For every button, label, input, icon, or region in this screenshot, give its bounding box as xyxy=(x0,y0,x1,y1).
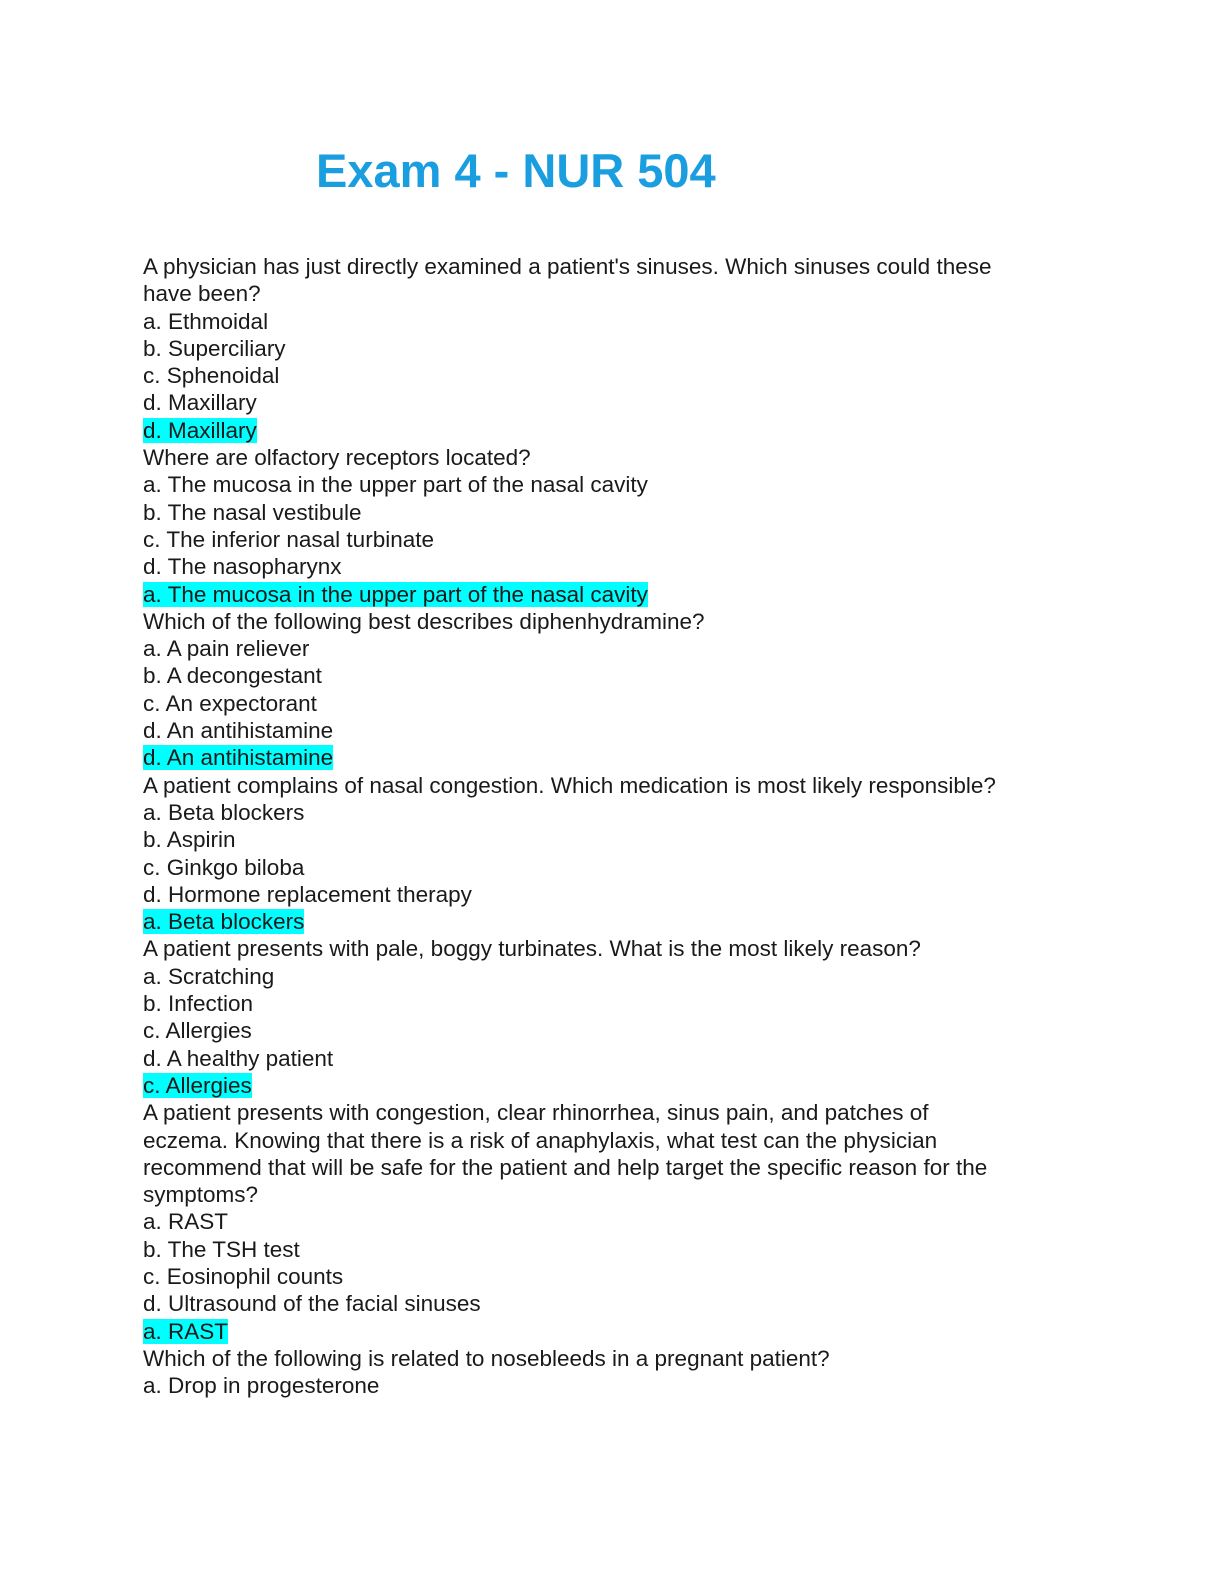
question-text-line: Which of the following best describes diphenhydramine? xyxy=(143,608,705,634)
question-text-line: A patient presents with pale, boggy turbinates. What is the most likely reason? xyxy=(143,936,921,962)
question-block xyxy=(143,772,1073,936)
answer-text: d. Maxillary xyxy=(143,417,257,443)
question-text-line: Where are olfactory receptors located? xyxy=(143,445,531,471)
question-text-line: A physician has just directly examined a patient's sinuses. Which sinuses could these xyxy=(143,254,992,279)
answer-text: a. RAST xyxy=(143,1318,229,1344)
question-block xyxy=(143,444,1073,608)
question-text-line: Which of the following is related to nosebleeds in a pregnant patient? xyxy=(143,1345,830,1371)
question-block xyxy=(143,1099,1073,1345)
option-c: c. Allergies xyxy=(143,1018,252,1044)
option-d: d. An antihistamine xyxy=(143,718,334,744)
question-text-line: A patient presents with congestion, clear rhinorrhea, sinus pain, and patches of xyxy=(143,1100,929,1126)
option-a: a. RAST xyxy=(143,1209,229,1235)
option-c: c. Sphenoidal xyxy=(143,363,280,389)
question-list xyxy=(143,253,1073,1399)
answer-text: c. Allergies xyxy=(143,1072,252,1098)
option-b: b. The TSH test xyxy=(143,1236,300,1262)
question-text-line: symptoms? xyxy=(143,1182,259,1208)
option-d: d. Ultrasound of the facial sinuses xyxy=(143,1291,481,1317)
option-a: a. Scratching xyxy=(143,963,275,989)
highlighted-answer xyxy=(143,417,1073,444)
option-b: b. Infection xyxy=(143,991,254,1017)
option-d: d. The nasopharynx xyxy=(143,554,342,580)
highlighted-answer xyxy=(143,581,1073,608)
option-a: a. The mucosa in the upper part of the nasal cavity xyxy=(143,472,648,498)
option-b: b. A decongestant xyxy=(143,663,322,689)
question-block xyxy=(143,1345,1073,1400)
option-c: c. An expectorant xyxy=(143,690,317,716)
document-title: Exam 4 - NUR 504 xyxy=(316,144,716,197)
question-block xyxy=(143,608,1073,772)
option-d: d. Hormone replacement therapy xyxy=(143,881,472,907)
question-text-line: eczema. Knowing that there is a risk of anaphylaxis, what test can the physician xyxy=(143,1127,938,1153)
option-a: a. A pain reliever xyxy=(143,636,310,662)
highlighted-answer xyxy=(143,1318,1073,1345)
answer-text: a. Beta blockers xyxy=(143,909,305,935)
option-b: b. The nasal vestibule xyxy=(143,499,362,525)
answer-text: d. An antihistamine xyxy=(143,745,334,771)
option-a: a. Drop in progesterone xyxy=(143,1373,380,1399)
highlighted-answer xyxy=(143,908,1073,935)
option-b: b. Aspirin xyxy=(143,827,236,853)
option-c: c. The inferior nasal turbinate xyxy=(143,526,434,552)
highlighted-answer xyxy=(143,744,1073,771)
question-block xyxy=(143,253,1073,444)
question-block xyxy=(143,935,1073,1099)
option-b: b. Superciliary xyxy=(143,335,286,361)
option-d: d. A healthy patient xyxy=(143,1045,334,1071)
question-text-line: recommend that will be safe for the patient and help target the specific reason for the xyxy=(143,1154,988,1180)
option-c: c. Ginkgo biloba xyxy=(143,854,305,880)
question-text-line: have been? xyxy=(143,281,261,307)
answer-text: a. The mucosa in the upper part of the nasal cavity xyxy=(143,581,648,607)
highlighted-answer xyxy=(143,1072,1073,1099)
question-text-line: A patient complains of nasal congestion. Which medication is most likely responsible? xyxy=(143,772,996,798)
option-a: a. Beta blockers xyxy=(143,799,305,825)
option-a: a. Ethmoidal xyxy=(143,308,269,334)
option-c: c. Eosinophil counts xyxy=(143,1263,344,1289)
option-d: d. Maxillary xyxy=(143,390,257,416)
